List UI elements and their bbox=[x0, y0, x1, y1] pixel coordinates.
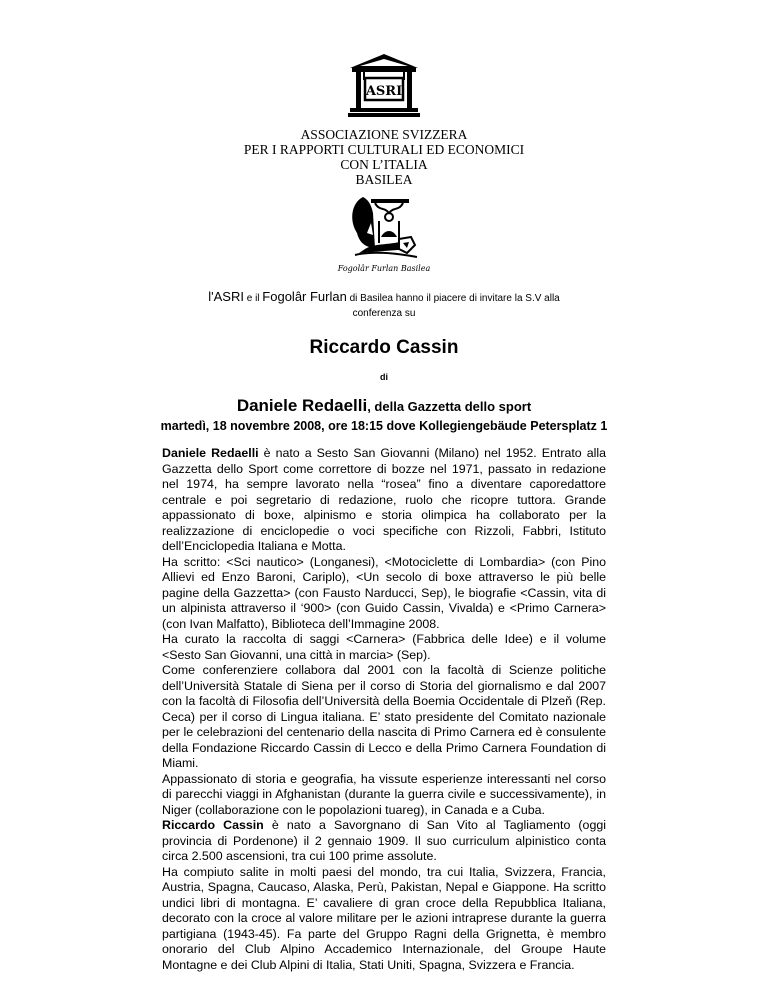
asri-temple-logo bbox=[348, 52, 420, 118]
paragraph-7: Ha compiuto salite in molti paesi del mondo, tra cui Italia, Svizzera, Francia, Austria, Spagna, Caucaso, Alaska, Perù, Pakistan, Nepal e Giappone. Ha scritto undici libri di montagna. E’ cavaliere di gran croce della Repubblica Italiana, decorato con la croce al valore militare per le azioni intraprese durante la guerra partigiana (1943-45). Fa parte del Gruppo Ragni della Grignetta, è membro onorario del Club Alpino Accademico Internazionale, del Groupe Haute Montagne e dei Club Alpini di Italia, Stati Uniti, Spagna, Svizzera e Francia. bbox=[162, 864, 606, 972]
invitation-line-2: conferenza su bbox=[352, 308, 416, 319]
org-line-3: CON L’ITALIA bbox=[340, 157, 428, 172]
bio-name-redaelli: Daniele Redaelli bbox=[162, 446, 259, 460]
paragraph-2: Ha scritto: <Sci nautico> (Longanesi), <Motociclette di Lombardia> (con Pino Allievi ed Enzo Baroni, Cariplo), <Un secolo di boxe attraverso le più belle pagine della Gazzetta> (con Fausto Narducci, Sep), le biografie <Cassin, vita di un alpinista attraverso il ‘900> (con Guido Cassin, Vivalda) e <Primo Carnera> (con Ivan Malfatto), Biblioteca dell’Immagine 2008. bbox=[162, 554, 606, 631]
body-text bbox=[162, 446, 606, 973]
invite-rest: di Basilea hanno il piacere di invitare la S.V alla bbox=[346, 293, 560, 304]
fogolar-furlan-logo bbox=[345, 193, 425, 263]
org-line-2: PER I RAPPORTI CULTURALI ED ECONOMICI bbox=[243, 142, 525, 157]
by-label: di bbox=[380, 372, 388, 382]
invite-asri: l'ASRI bbox=[208, 289, 244, 304]
speaker-affiliation: , della Gazzetta dello sport bbox=[367, 399, 532, 414]
org-line-1: ASSOCIAZIONE SVIZZERA bbox=[300, 127, 468, 142]
paragraph-1-text: è nato a Sesto San Giovanni (Milano) nel 1952. Entrato alla Gazzetta dello Sport come correttore di bozze nel 1971, passato in redazione nel 1974, ha sempre lavorato nella “rosea” fino a diventare caporedattore centrale e poi segretario di redazione, ruolo che ricopre tuttora. Grande appassionato di boxe, alpinismo e storia olimpica ha collaborato per la realizzazione di enciclopedie o voci specifiche con Rizzoli, Fabbri, Istituto dell’Enciclopedia Italiana e Motta. bbox=[162, 446, 606, 553]
invitation-line-1 bbox=[0, 289, 768, 307]
paragraph-5: Appassionato di storia e geografia, ha vissute esperienze interessanti nel corso di parecchi viaggi in Afghanistan (durante la guerra civile e successivamente), in Niger (collaborazione con le popolazioni tuareg), in Canada e a Cuba. bbox=[162, 771, 606, 817]
bio-name-cassin: Riccardo Cassin bbox=[162, 818, 264, 832]
speaker-line bbox=[0, 396, 768, 416]
organization-header bbox=[0, 127, 768, 187]
paragraph-3: Ha curato la raccolta di saggi <Carnera> (Fabbrica delle Idee) e il volume <Sesto San Giovanni, una città in marcia> (Sep). bbox=[162, 632, 606, 662]
paragraph-6 bbox=[162, 818, 606, 865]
paragraph-1 bbox=[162, 446, 606, 555]
conference-title: Riccardo Cassin bbox=[309, 337, 459, 358]
paragraph-6-text: è nato a Savorgnano di San Vito al Tagliamento (oggi provincia di Pordenone) il 2 gennaio 1909. Il suo curriculum alpinistico conta circa 2.500 ascensioni, tra cui 100 prime assolute. bbox=[162, 818, 606, 863]
speaker-name: Daniele Redaelli bbox=[236, 396, 368, 415]
invite-fogolar: Fogolâr Furlan bbox=[262, 289, 347, 304]
fogolar-caption: Fogolâr Furlan Basilea bbox=[337, 264, 431, 273]
date-venue: martedì, 18 novembre 2008, ore 18:15 dove Kollegiengebäude Petersplatz 1 bbox=[160, 419, 608, 433]
org-line-4: BASILEA bbox=[355, 172, 413, 187]
paragraph-4: Come conferenziere collabora dal 2001 con la facoltà di Scienze politiche dell’Università Statale di Siena per il corso di Storia del giornalismo e dal 2007 con la facoltà di Filosofia dell’Università della Boemia Occidentale di Plzeň (Rep. Ceca) per il corso di Lingua italiana. E’ stato presidente del Comitato nazionale per le celebrazioni del centenario della nascita di Primo Carnera ed è consulente della Fondazione Riccardo Cassin di Lecco e della Primo Carnera Foundation di Miami. bbox=[162, 663, 606, 770]
invite-and: e il bbox=[243, 293, 263, 304]
asri-logo-text: ASRI bbox=[365, 84, 403, 99]
